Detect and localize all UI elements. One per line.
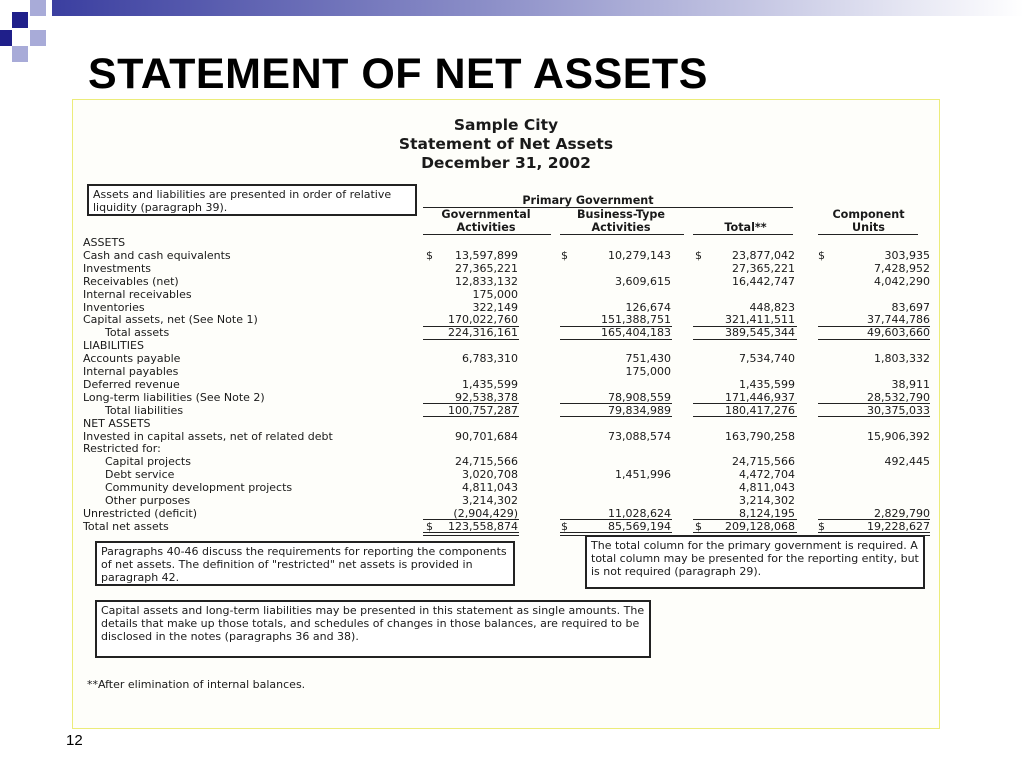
row-label: Inventories bbox=[83, 300, 145, 314]
cell-governmental: 1,435,599 bbox=[462, 377, 518, 391]
col-header-total: Total** bbox=[724, 221, 767, 234]
section-header-row bbox=[73, 236, 939, 249]
section-header-row bbox=[73, 339, 939, 352]
row-label: Unrestricted (deficit) bbox=[83, 506, 197, 520]
cell-total: 171,446,937 bbox=[725, 390, 795, 404]
dollar-sign: $ bbox=[695, 519, 702, 533]
cell-business-type: 11,028,624 bbox=[608, 506, 671, 520]
cell-governmental: 3,214,302 bbox=[462, 494, 518, 507]
cell-component-units: 37,744,786 bbox=[867, 313, 930, 327]
header-gradient-bar bbox=[52, 0, 1024, 16]
row-label: Total liabilities bbox=[105, 403, 184, 417]
row-label: NET ASSETS bbox=[83, 416, 151, 430]
cell-component-units: 303,935 bbox=[884, 248, 930, 262]
double-total-rule bbox=[423, 532, 519, 536]
cell-total: 163,790,258 bbox=[725, 429, 795, 443]
row-label: Restricted for: bbox=[83, 442, 161, 456]
cell-governmental: 27,365,221 bbox=[455, 261, 518, 275]
cell-total: 180,417,276 bbox=[725, 403, 795, 417]
corner-square-light-3 bbox=[12, 46, 28, 62]
primary-government-header: Primary Government bbox=[522, 194, 654, 207]
cell-business-type: 751,430 bbox=[625, 352, 671, 366]
cell-component-units: 28,532,790 bbox=[867, 390, 930, 404]
table-row bbox=[73, 301, 939, 314]
dollar-sign: $ bbox=[561, 248, 568, 262]
cell-total: 7,534,740 bbox=[739, 352, 795, 366]
table-row bbox=[73, 326, 939, 339]
cell-component-units: 49,603,660 bbox=[867, 326, 930, 340]
cell-component-units: 30,375,033 bbox=[867, 403, 930, 417]
note-liquidity: Assets and liabilities are presented in order of relative liquidity (paragraph 39). bbox=[87, 184, 417, 216]
col-underline-governmental bbox=[423, 234, 551, 235]
row-label: Total net assets bbox=[83, 519, 169, 533]
note-capital-assets: Capital assets and long-term liabilities may be presented in this statement as single amounts. The details that make up those totals, and schedules of changes in those balances, are required to be disclosed in the notes (paragraphs 36 and 38). bbox=[95, 600, 651, 658]
row-label: Debt service bbox=[105, 468, 175, 482]
cell-governmental: 24,715,566 bbox=[455, 455, 518, 469]
corner-square-light-2 bbox=[30, 30, 46, 46]
cell-component-units: 83,697 bbox=[891, 300, 930, 314]
cell-governmental: 13,597,899 bbox=[455, 248, 518, 262]
cell-total: 16,442,747 bbox=[732, 274, 795, 288]
cell-component-units: 2,829,790 bbox=[874, 506, 930, 520]
cell-total: 448,823 bbox=[749, 300, 795, 314]
cell-governmental: 3,020,708 bbox=[462, 468, 518, 482]
doc-statement-date: December 31, 2002 bbox=[421, 154, 591, 172]
dollar-sign: $ bbox=[695, 248, 702, 262]
slide-number: 12 bbox=[66, 732, 83, 749]
cell-total: 4,472,704 bbox=[739, 468, 795, 482]
table-row bbox=[73, 365, 939, 378]
corner-square-light-1 bbox=[30, 0, 46, 16]
table-row bbox=[73, 520, 939, 533]
dollar-sign: $ bbox=[818, 248, 825, 262]
cell-governmental: 90,701,684 bbox=[455, 429, 518, 443]
row-label: Receivables (net) bbox=[83, 274, 179, 288]
cell-governmental: 12,833,132 bbox=[455, 274, 518, 288]
dollar-sign: $ bbox=[818, 519, 825, 533]
dollar-sign: $ bbox=[426, 519, 433, 533]
cell-governmental: 123,558,874 bbox=[448, 519, 518, 533]
col-underline-component-units bbox=[818, 234, 918, 235]
cell-governmental: 224,316,161 bbox=[448, 326, 518, 340]
table-row bbox=[73, 249, 939, 262]
cell-total: 3,214,302 bbox=[739, 494, 795, 507]
col-underline-business-type bbox=[560, 234, 684, 235]
note-total-column: The total column for the primary government is required. A total column may be presented for the reporting entity, but is not required (paragraph 29). bbox=[585, 535, 925, 589]
doc-entity-name: Sample City bbox=[453, 116, 559, 134]
dollar-sign: $ bbox=[561, 519, 568, 533]
cell-component-units: 1,803,332 bbox=[874, 352, 930, 366]
table-row bbox=[73, 262, 939, 275]
table-row bbox=[73, 494, 939, 507]
cell-component-units: 4,042,290 bbox=[874, 274, 930, 288]
footnote-internal-balances: **After elimination of internal balances. bbox=[87, 678, 306, 691]
cell-total: 27,365,221 bbox=[732, 261, 795, 275]
cell-business-type: 126,674 bbox=[625, 300, 671, 314]
cell-business-type: 1,451,996 bbox=[615, 468, 671, 482]
cell-total: 321,411,511 bbox=[725, 313, 795, 327]
cell-business-type: 151,388,751 bbox=[601, 313, 671, 327]
table-row bbox=[73, 468, 939, 481]
cell-governmental: 92,538,378 bbox=[455, 390, 518, 404]
cell-component-units: 15,906,392 bbox=[867, 429, 930, 443]
row-label: Community development projects bbox=[105, 481, 293, 495]
cell-business-type: 79,834,989 bbox=[608, 403, 671, 417]
corner-square-dark-2 bbox=[0, 30, 12, 46]
cell-component-units: 7,428,952 bbox=[874, 261, 930, 275]
cell-business-type: 10,279,143 bbox=[608, 248, 671, 262]
cell-total: 8,124,195 bbox=[739, 506, 795, 520]
cell-governmental: 6,783,310 bbox=[462, 352, 518, 366]
table-row bbox=[73, 313, 939, 326]
table-row bbox=[73, 275, 939, 288]
row-label: Capital projects bbox=[105, 455, 191, 469]
table-row bbox=[73, 404, 939, 417]
cell-business-type: 3,609,615 bbox=[615, 274, 671, 288]
row-label: ASSETS bbox=[83, 236, 126, 249]
row-label: LIABILITIES bbox=[83, 339, 144, 353]
row-label: Accounts payable bbox=[83, 352, 181, 366]
row-label: Other purposes bbox=[105, 494, 191, 507]
cell-business-type: 165,404,183 bbox=[601, 326, 671, 340]
col-underline-total bbox=[693, 234, 793, 235]
row-label: Internal payables bbox=[83, 365, 179, 378]
section-header-row bbox=[73, 442, 939, 455]
row-label: Capital assets, net (See Note 1) bbox=[83, 313, 258, 327]
table-row bbox=[73, 430, 939, 443]
slide-title: STATEMENT OF NET ASSETS bbox=[88, 50, 708, 98]
row-label: Cash and cash equivalents bbox=[83, 248, 231, 262]
row-label: Total assets bbox=[105, 326, 170, 340]
table-row bbox=[73, 481, 939, 494]
table-row bbox=[73, 391, 939, 404]
table-row bbox=[73, 352, 939, 365]
row-label: Invested in capital assets, net of related debt bbox=[83, 429, 333, 443]
table-row bbox=[73, 378, 939, 391]
row-label: Investments bbox=[83, 261, 152, 275]
dollar-sign: $ bbox=[426, 248, 433, 262]
cell-total: 4,811,043 bbox=[739, 481, 795, 495]
cell-governmental: 322,149 bbox=[472, 300, 518, 314]
cell-total: 1,435,599 bbox=[739, 377, 795, 391]
col-header-business-type: Business-Type Activities bbox=[576, 208, 666, 234]
note-paragraphs: Paragraphs 40-46 discuss the requirements for reporting the components of net assets. The definition of "restricted" net assets is provided in paragraph 42. bbox=[95, 541, 515, 586]
cell-governmental: 4,811,043 bbox=[462, 481, 518, 495]
statement-image-frame bbox=[72, 99, 940, 729]
row-label: Internal receivables bbox=[83, 287, 192, 301]
row-label: Deferred revenue bbox=[83, 377, 180, 391]
cell-governmental: (2,904,429) bbox=[453, 506, 518, 520]
cell-total: 209,128,068 bbox=[725, 519, 795, 533]
cell-total: 23,877,042 bbox=[732, 248, 795, 262]
cell-governmental: 170,022,760 bbox=[448, 313, 518, 327]
cell-component-units: 38,911 bbox=[891, 377, 930, 391]
table-row bbox=[73, 288, 939, 301]
table-row bbox=[73, 507, 939, 520]
doc-statement-title: Statement of Net Assets bbox=[398, 135, 614, 153]
cell-business-type: 73,088,574 bbox=[608, 429, 671, 443]
cell-governmental: 100,757,287 bbox=[448, 403, 518, 417]
cell-total: 389,545,344 bbox=[725, 326, 795, 340]
col-header-component-units: Component Units bbox=[832, 208, 905, 234]
row-label: Long-term liabilities (See Note 2) bbox=[83, 390, 265, 404]
col-header-governmental: Governmental Activities bbox=[441, 208, 531, 234]
statement-document bbox=[73, 100, 939, 728]
cell-total: 24,715,566 bbox=[732, 455, 795, 469]
section-header-row bbox=[73, 417, 939, 430]
table-row bbox=[73, 455, 939, 468]
cell-business-type: 78,908,559 bbox=[608, 390, 671, 404]
cell-governmental: 175,000 bbox=[472, 287, 518, 301]
cell-component-units: 492,445 bbox=[884, 455, 930, 469]
cell-business-type: 85,569,194 bbox=[608, 519, 671, 533]
cell-business-type: 175,000 bbox=[625, 365, 671, 378]
cell-component-units: 19,228,627 bbox=[867, 519, 930, 533]
corner-square-dark-1 bbox=[12, 12, 28, 28]
